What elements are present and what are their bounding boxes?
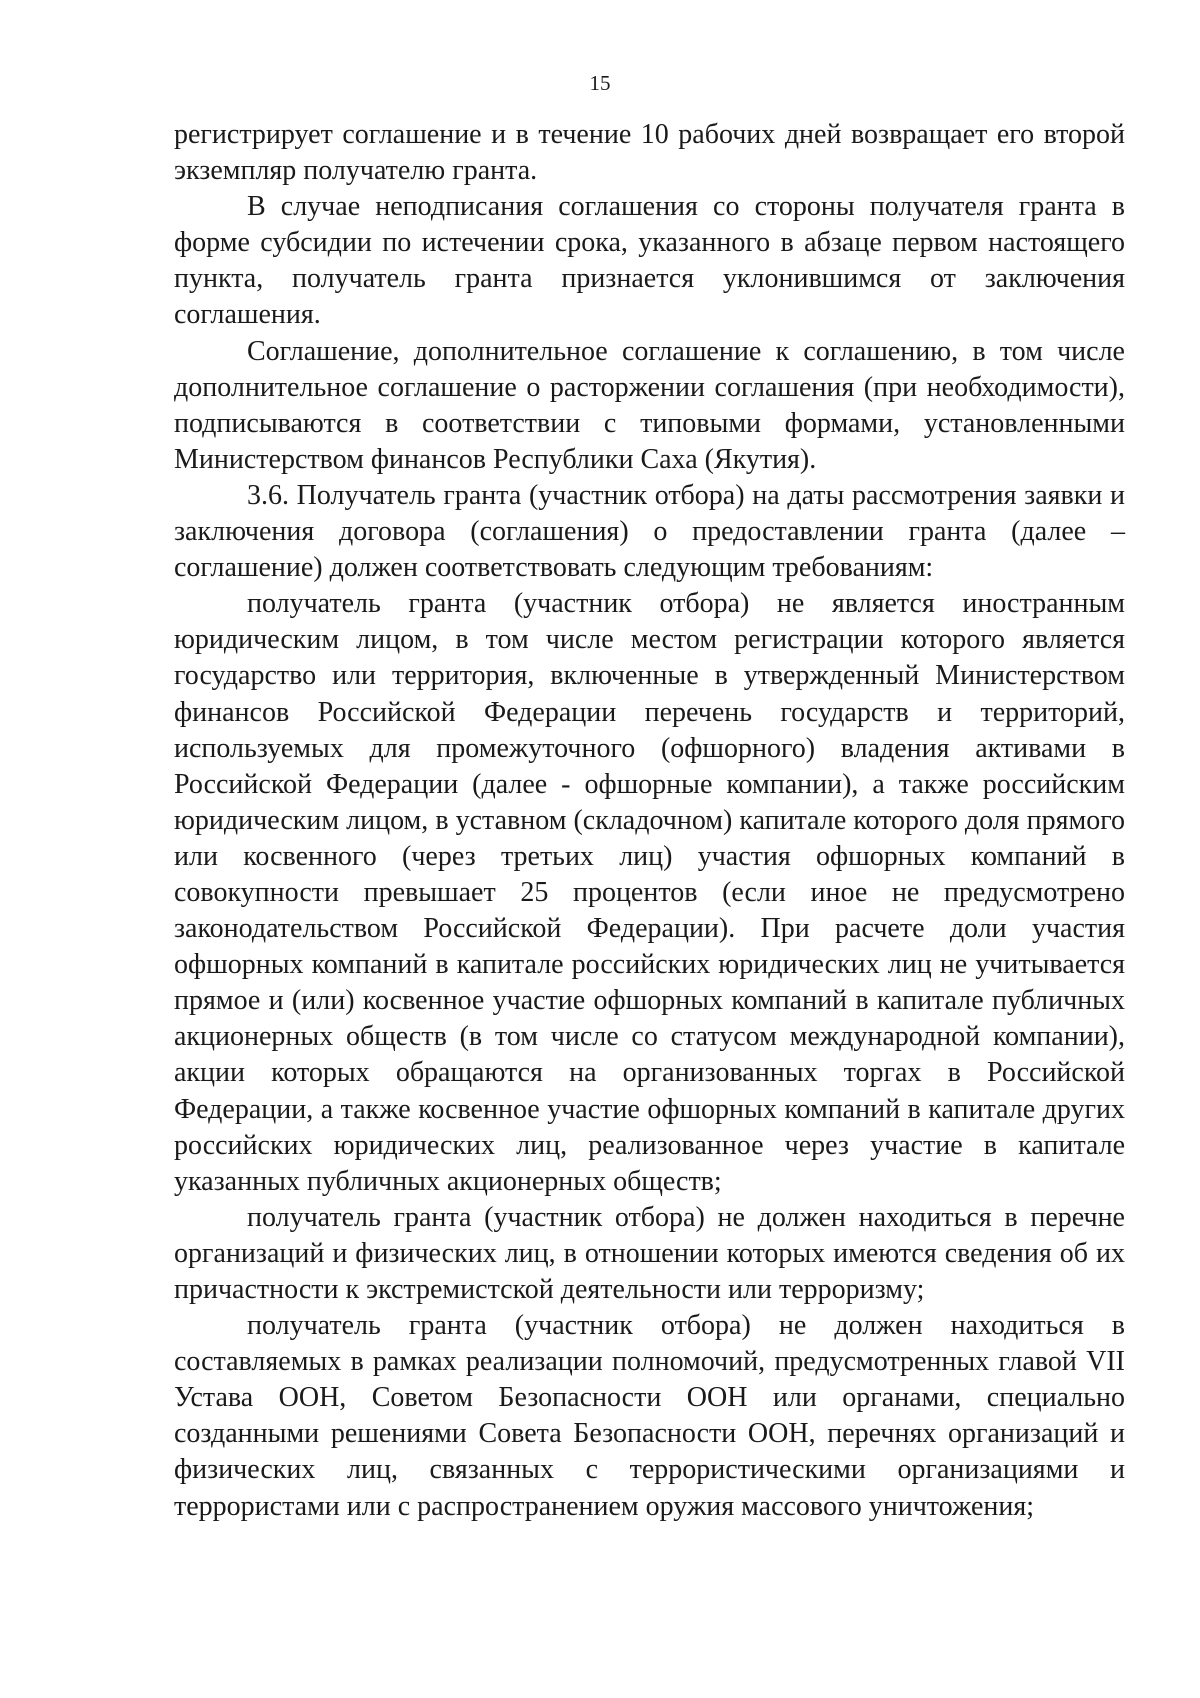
paragraph-agreement-forms: Соглашение, дополнительное соглашение к соглашению, в том числе дополнительное соглашение о расторжении соглашения (при необходимости), подписываются в соответствии с типовыми формами, установленными Министерством финансов Республики Саха (Якутия). [174,335,1125,475]
paragraph-continuation: регистрирует соглашение и в течение 10 рабочих дней возвращает его второй экземпляр получателю гранта. [174,119,1125,187]
paragraph-extremism-list: получатель гранта (участник отбора) не должен находиться в перечне организаций и физических лиц, в отношении которых имеются сведения об их причастности к экстремистской деятельности или терроризму; [174,1201,1125,1305]
page-number: 15 [589,71,611,95]
paragraph-un-sanctions-list: получатель гранта (участник отбора) не должен находиться в составляемых в рамках реализации полномочий, предусмотренных главой VII Устава ООН, Советом Безопасности ООН или органами, специально созданными решениями Совета Безопасности ООН, перечнях организаций и физических лиц, связанных с террористическими организациями и террористами или с распространением оружия массового уничтожения; [174,1310,1125,1522]
document-body [174,117,1125,1525]
paragraph-offshore-requirement: получатель гранта (участник отбора) не является иностранным юридическим лицом, в том числе местом регистрации которого является государство или территория, включенные в утвержденный Министерством финансов Российской Федерации перечень государств и территорий, используемых для промежуточного (офшорного) владения активами в Российской Федерации (далее - офшорные компании), а также российским юридическим лицом, в уставном (складочном) капитале которого доля прямого или косвенного (через третьих лиц) участия офшорных компаний в совокупности превышает 25 процентов (если иное не предусмотрено законодательством Российской Федерации). При расчете доли участия офшорных компаний в капитале российских юридических лиц не учитывается прямое и (или) косвенное участие офшорных компаний в капитале публичных акционерных обществ (в том числе со статусом международной компании), акции которых обращаются на организованных торгах в Российской Федерации, а также косвенное участие офшорных компаний в капитале других российских юридических лиц, реализованное через участие в капитале указанных публичных акционерных обществ; [174,588,1125,1197]
paragraph-3-6-requirements: 3.6. Получатель гранта (участник отбора) на даты рассмотрения заявки и заключения договора (соглашения) о предоставлении гранта (далее – соглашение) должен соответствовать следующим требованиям: [174,479,1125,584]
paragraph-non-signing: В случае неподписания соглашения со стороны получателя гранта в форме субсидии по истечении срока, указанного в абзаце первом настоящего пункта, получатель гранта признается уклонившимся от заключения соглашения. [174,191,1125,331]
